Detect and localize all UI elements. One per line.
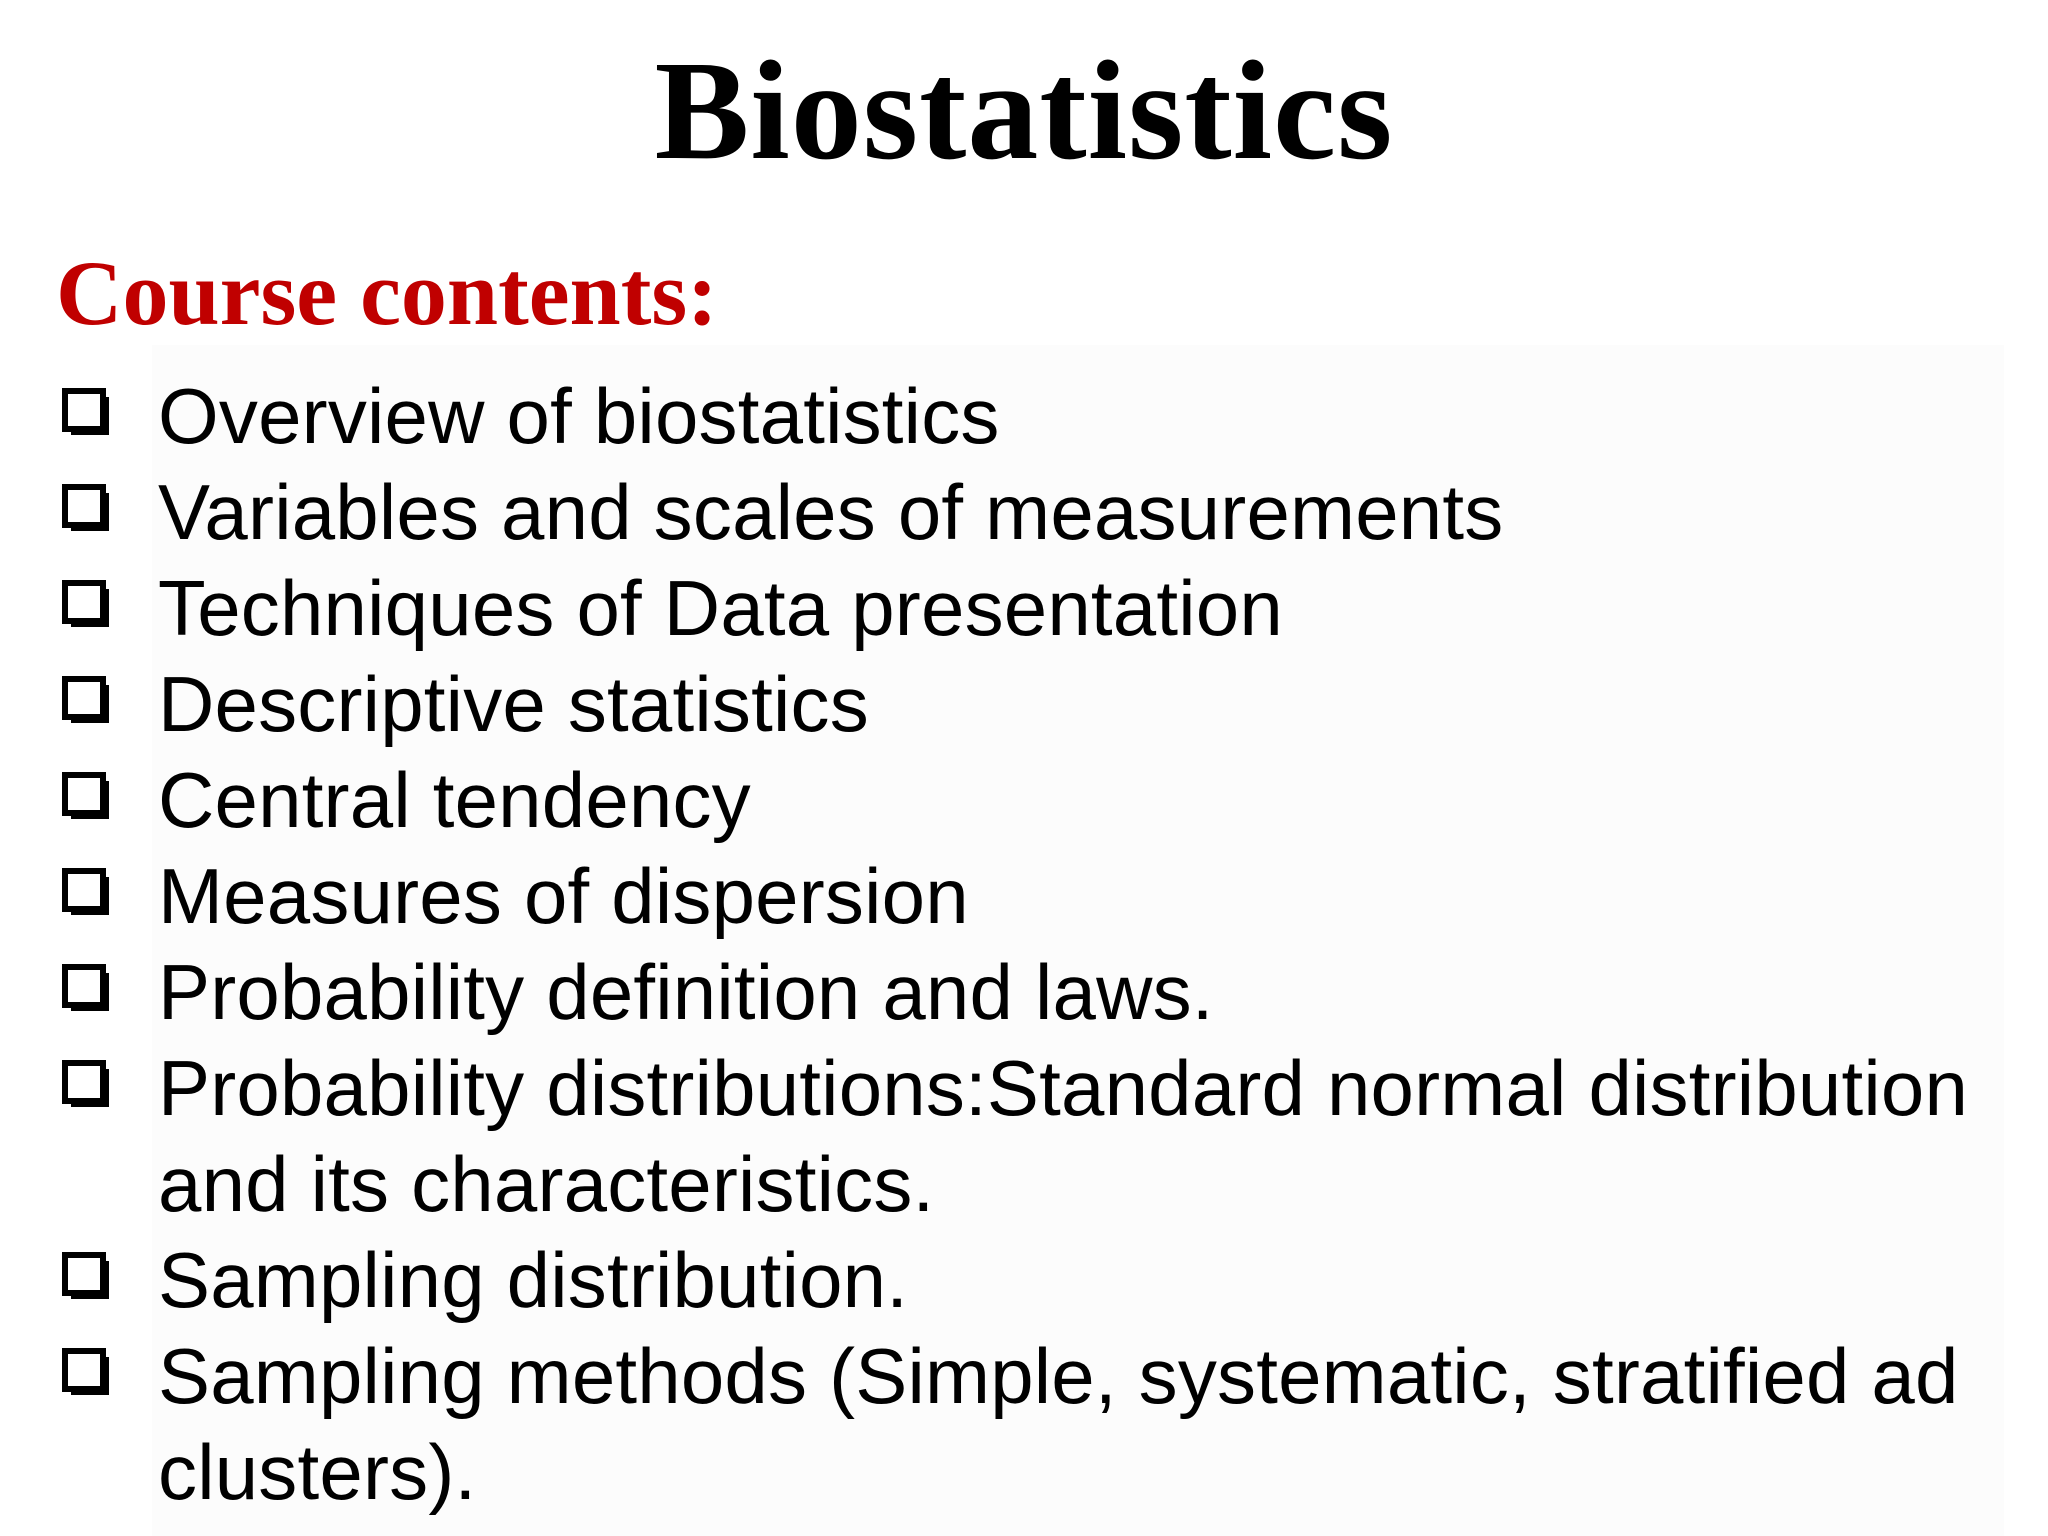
section-heading: Course contents:	[56, 242, 718, 344]
slide-title: Biostatistics	[654, 31, 1394, 189]
list-item-text: Probability distributions:Standard normal distribution and its characteristics.	[158, 1044, 1969, 1228]
list-item-text: Variables and scales of measurements	[158, 468, 1504, 556]
list-item-text: Measures of dispersion	[158, 852, 969, 940]
checkbox-square-icon	[62, 964, 110, 1012]
checkbox-square-icon	[62, 580, 110, 628]
checkbox-square-icon	[62, 772, 110, 820]
list-item-text: Overview of biostatistics	[158, 372, 1000, 460]
list-item-text: Central tendency	[158, 756, 751, 844]
list-item-text: Techniques of Data presentation	[158, 564, 1283, 652]
checkbox-square-icon	[62, 1252, 110, 1300]
checkbox-square-icon	[62, 868, 110, 916]
checkbox-square-icon	[62, 484, 110, 532]
checkbox-square-icon	[62, 1060, 110, 1108]
list-item-text: Sampling methods (Simple, systematic, stratified ad clusters).	[158, 1332, 1959, 1516]
list-item-text: Sampling distribution.	[158, 1236, 909, 1324]
checkbox-square-icon	[62, 676, 110, 724]
list-item-text: Probability definition and laws.	[158, 948, 1214, 1036]
list-item-text: Descriptive statistics	[158, 660, 869, 748]
checkbox-square-icon	[62, 388, 110, 436]
checkbox-square-icon	[62, 1348, 110, 1396]
